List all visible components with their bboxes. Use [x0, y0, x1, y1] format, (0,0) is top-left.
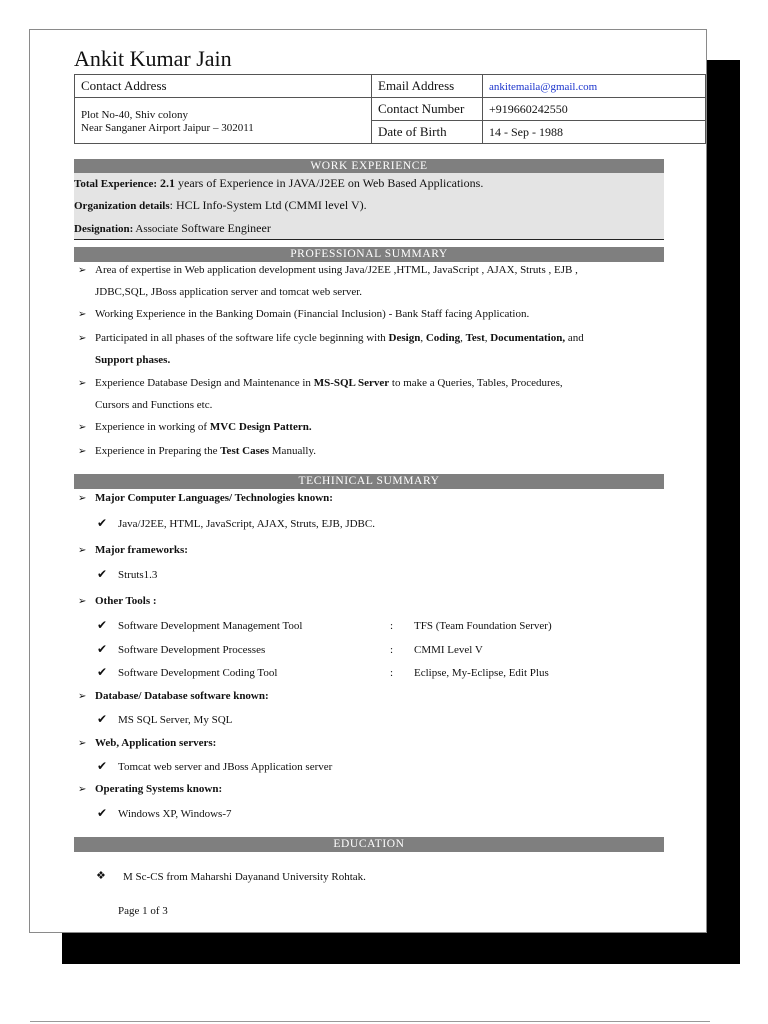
tech-value: MS SQL Server, My SQL	[118, 714, 233, 726]
address-label: Contact Address	[75, 75, 372, 98]
arrow-bullet-icon: ➢	[78, 784, 87, 795]
tool-name: Software Development Management Tool	[118, 620, 303, 632]
dob-label: Date of Birth	[372, 121, 483, 144]
tool-value: TFS (Team Foundation Server)	[414, 620, 552, 632]
tech-value: Java/J2EE, HTML, JavaScript, AJAX, Struts, EJB, JDBC.	[118, 518, 375, 530]
check-icon: ✔	[97, 665, 108, 679]
arrow-bullet-icon: ➢	[78, 738, 87, 749]
tech-category: Web, Application servers:	[95, 737, 217, 749]
tech-category: Major Computer Languages/ Technologies known:	[95, 492, 333, 504]
tool-colon: :	[390, 620, 394, 632]
check-icon: ✔	[97, 618, 108, 632]
tech-value: Tomcat web server and JBoss Application server	[118, 761, 333, 773]
summary-line: Participated in all phases of the software life cycle beginning with Design, Coding, Test, Documentation, and	[95, 332, 584, 344]
tool-value: CMMI Level V	[414, 644, 483, 656]
page-number: Page 1 of 3	[118, 905, 168, 917]
technical-summary-heading: TECHINICAL SUMMARY	[74, 474, 664, 489]
address-value: Plot No-40, Shiv colony Near Sanganer Airport Jaipur – 302011	[75, 98, 372, 144]
arrow-bullet-icon: ➢	[78, 333, 87, 344]
arrow-bullet-icon: ➢	[78, 596, 87, 607]
summary-line: Area of expertise in Web application development using Java/J2EE ,HTML, JavaScript , AJAX, Struts , EJB ,	[95, 264, 578, 276]
total-experience: Total Experience: 2.1 years of Experience in JAVA/J2EE on Web Based Applications.	[74, 176, 484, 190]
tech-category: Database/ Database software known:	[95, 690, 269, 702]
work-experience-heading: WORK EXPERIENCE	[74, 159, 664, 174]
education-heading: EDUCATION	[74, 837, 664, 852]
arrow-bullet-icon: ➢	[78, 378, 87, 389]
diamond-bullet-icon: ❖	[96, 870, 106, 882]
check-icon: ✔	[97, 567, 108, 581]
arrow-bullet-icon: ➢	[78, 265, 87, 276]
tool-colon: :	[390, 644, 394, 656]
tool-colon: :	[390, 667, 394, 679]
tech-category: Operating Systems known:	[95, 783, 223, 795]
arrow-bullet-icon: ➢	[78, 545, 87, 556]
document-page	[29, 29, 707, 933]
summary-line: Cursors and Functions etc.	[95, 399, 213, 411]
check-icon: ✔	[97, 516, 108, 530]
tool-name: Software Development Processes	[118, 644, 266, 656]
education-item: M Sc-CS from Maharshi Dayanand University Rohtak.	[123, 871, 366, 883]
phone-value: +919660242550	[483, 98, 706, 121]
arrow-bullet-icon: ➢	[78, 309, 87, 320]
tech-category: Major frameworks:	[95, 544, 188, 556]
tool-value: Eclipse, My-Eclipse, Edit Plus	[414, 667, 549, 679]
summary-line: JDBC,SQL, JBoss application server and tomcat web server.	[95, 286, 363, 298]
summary-line: Support phases.	[95, 354, 171, 366]
summary-line: Experience in working of MVC Design Pattern.	[95, 421, 312, 433]
summary-line: Experience in Preparing the Test Cases Manually.	[95, 445, 316, 457]
phone-label: Contact Number	[372, 98, 483, 121]
contact-table	[74, 74, 706, 144]
dob-value: 14 - Sep - 1988	[483, 121, 706, 144]
candidate-name: Ankit Kumar Jain	[74, 46, 232, 71]
check-icon: ✔	[97, 712, 108, 726]
email-value[interactable]: ankitemaila@gmail.com	[483, 75, 706, 98]
tech-category: Other Tools :	[95, 595, 157, 607]
tech-value: Struts1.3	[118, 569, 158, 581]
professional-summary-heading: PROFESSIONAL SUMMARY	[74, 247, 664, 262]
check-icon: ✔	[97, 759, 108, 773]
arrow-bullet-icon: ➢	[78, 446, 87, 457]
check-icon: ✔	[97, 806, 108, 820]
check-icon: ✔	[97, 642, 108, 656]
tool-name: Software Development Coding Tool	[118, 667, 278, 679]
organization-details: Organization details: HCL Info-System Ltd (CMMI level V).	[74, 198, 367, 212]
summary-line: Working Experience in the Banking Domain (Financial Inclusion) - Bank Staff facing Application.	[95, 308, 530, 320]
arrow-bullet-icon: ➢	[78, 691, 87, 702]
designation: Designation: Associate Software Engineer	[74, 221, 271, 235]
arrow-bullet-icon: ➢	[78, 493, 87, 504]
divider	[30, 1021, 710, 1022]
arrow-bullet-icon: ➢	[78, 422, 87, 433]
tech-value: Windows XP, Windows-7	[118, 808, 232, 820]
summary-line: Experience Database Design and Maintenance in MS-SQL Server to make a Queries, Tables, Procedures,	[95, 377, 563, 389]
email-label: Email Address	[372, 75, 483, 98]
